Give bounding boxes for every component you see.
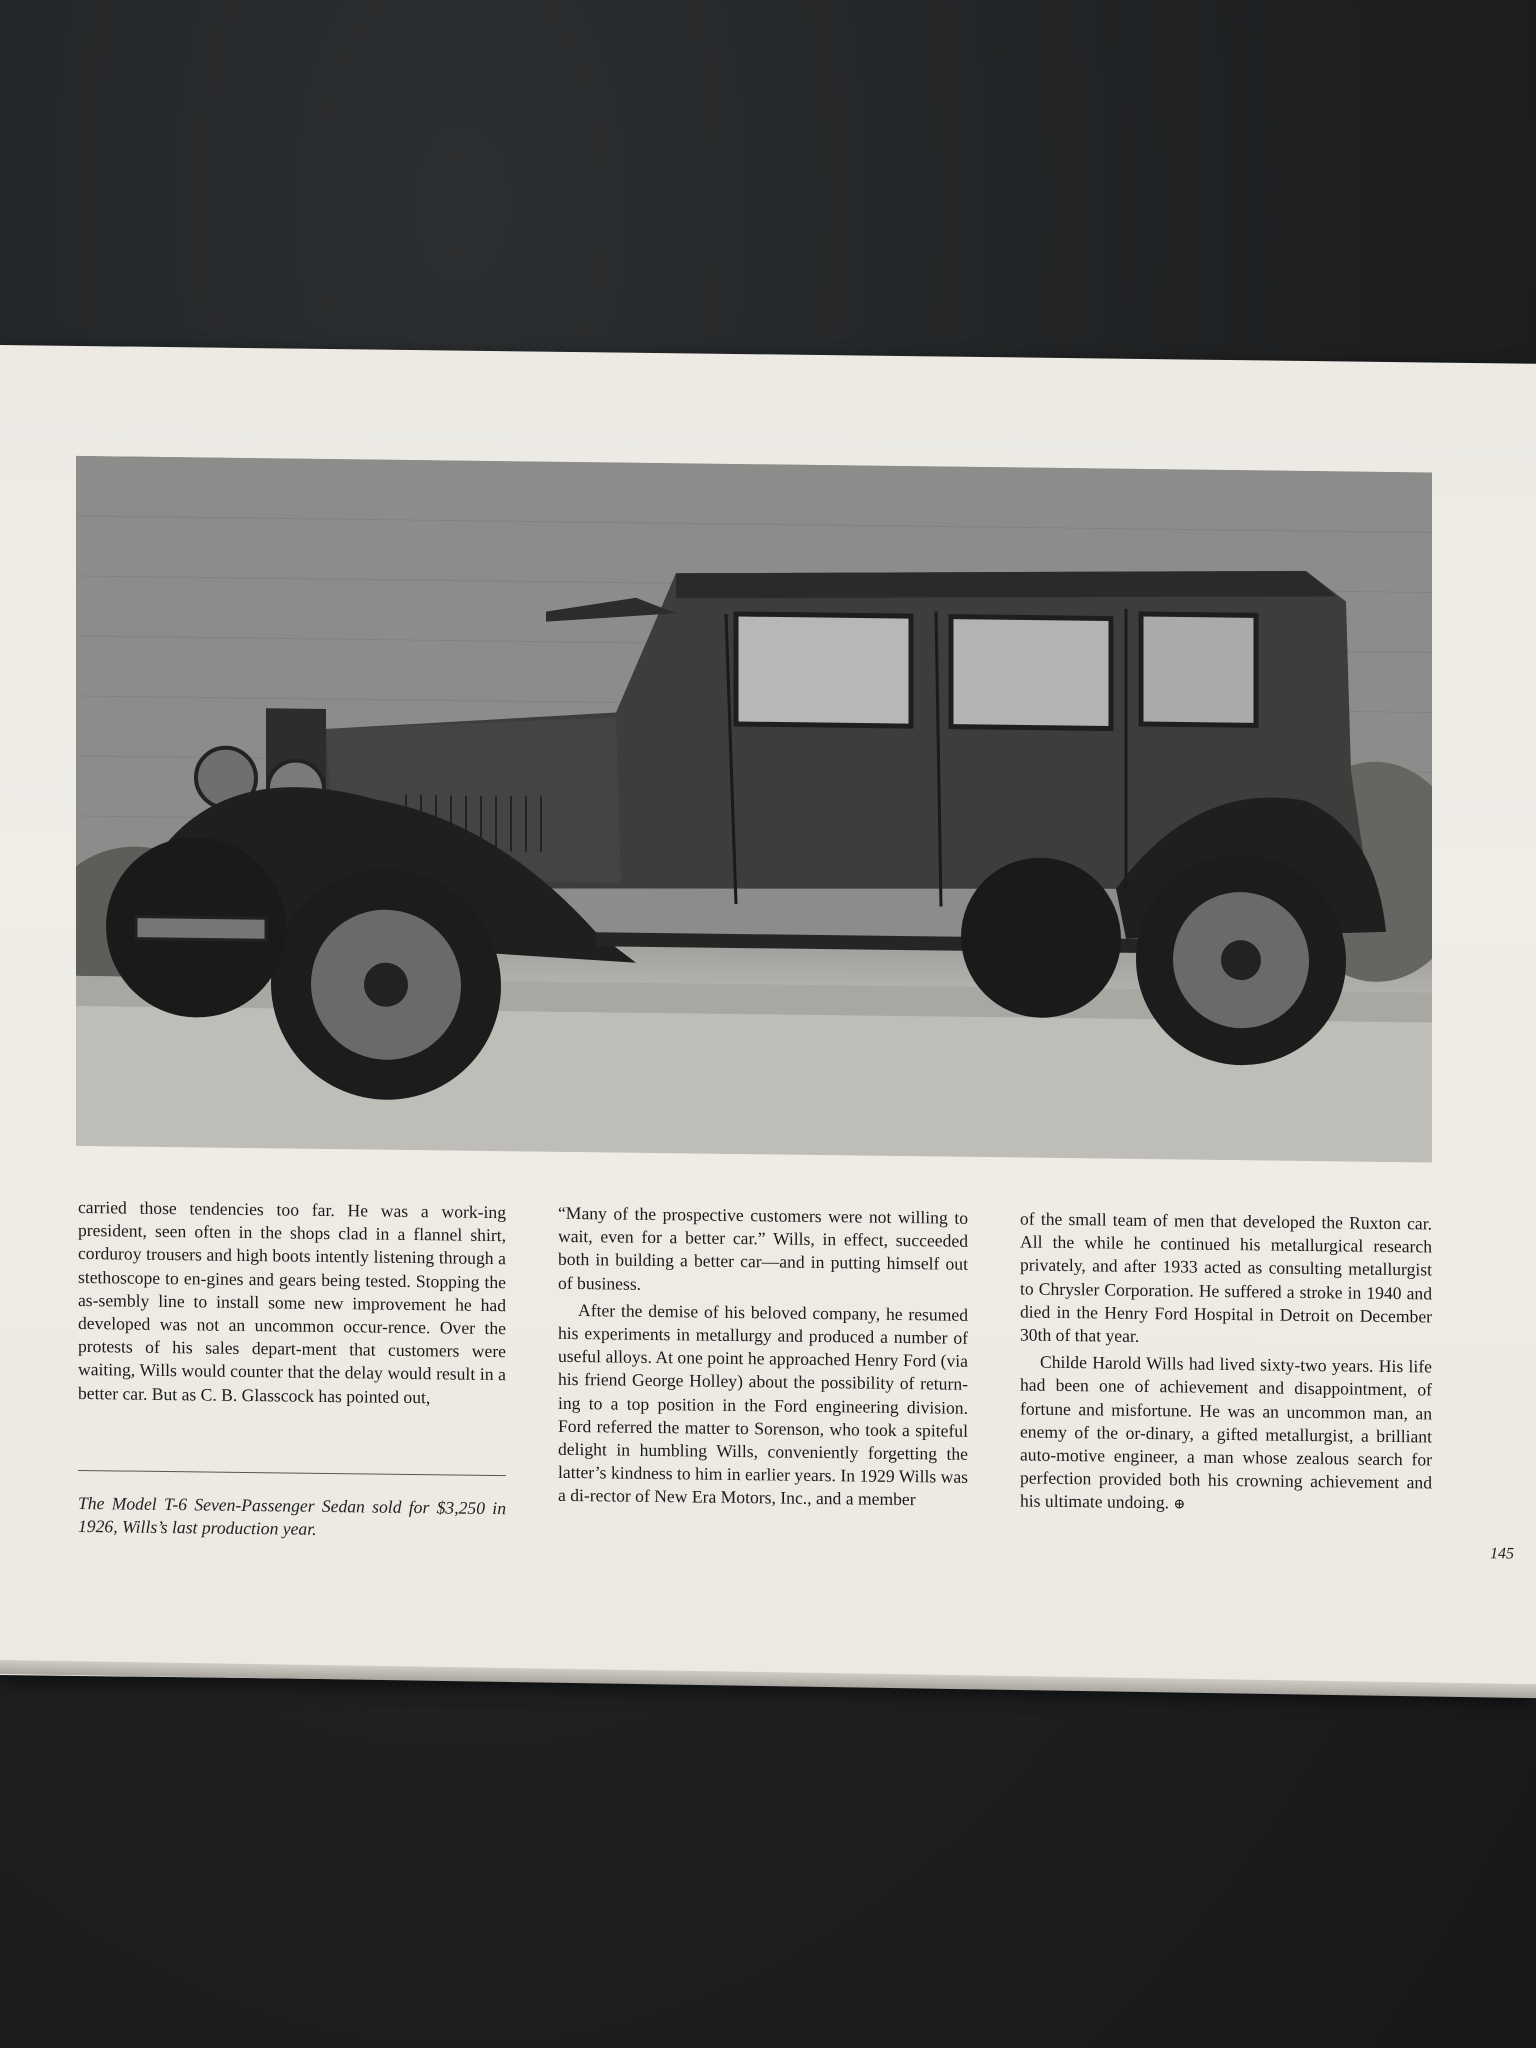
paragraph: of the small team of men that developed the Ruxton car. All the while he continued his metallurgical research privately, and after 1933 acted as consulting metallurgist to Chrysler Corporation. He suffered a stroke in 1940 and died in the Henry Ford Hospital in Detroit on December 30th of that year. [1020, 1208, 1432, 1346]
caption-rule [78, 1470, 506, 1476]
page-number: 145 [1490, 1545, 1514, 1563]
sedan-photograph [76, 456, 1432, 1163]
car-illustration [76, 456, 1432, 1163]
photo-caption: The Model T-6 Seven-Passenger Sedan sold for $3,250 in 1926, Wills’s last production year. [78, 1492, 506, 1539]
text-column-3 [1020, 1207, 1432, 1520]
paragraph [1020, 1351, 1432, 1520]
book-page [0, 345, 1536, 1694]
paragraph: carried those tendencies too far. He was a work-ing president, seen often in the shops clad in a flannel shirt, corduroy trousers and high boots intently listening through a stethoscope to en-gines and gears being tested. Stopping the as-sembly line to install some new improvement he had developed was not an uncommon occur-rence. Over the protests of his sales depart-ment that customers were waiting, Wills would counter that the delay would result in a better car. But as C. B. Glasscock has pointed out, [78, 1196, 506, 1407]
paragraph: After the demise of his beloved company, he resumed his experiments in metallurgy and produced a number of useful alloys. At one point he approached Henry Ford (via his friend George Holley) about the possibility of return-ing to a top position in the Ford engineering division. Ford referred the matter to Sorenson, who took a spiteful delight in humbling Wills, conveniently forgetting the latter’s kindness to him in earlier years. In 1929 Wills was a di-rector of New Era Motors, Inc., and a member [558, 1299, 968, 1510]
text-column-1 [78, 1196, 506, 1410]
closing-text: Childe Harold Wills had lived sixty-two years. His life had been one of achievement and disappointment, of fortune and misfortune. He was an uncommon man, an enemy of the or-dinary, a gifted metallurgist, a brilliant auto-motive engineer, a man whose zealous search for perfection provided both his crowning achievement and his ultimate undoing. [1020, 1351, 1432, 1513]
end-mark-icon: ⊕ [1173, 1497, 1186, 1513]
text-column-2 [558, 1202, 968, 1513]
paragraph: “Many of the prospective customers were not willing to wait, even for a better car.” Wills, in effect, succeeded both in building a better car—and in putting himself out of business. [558, 1202, 968, 1294]
